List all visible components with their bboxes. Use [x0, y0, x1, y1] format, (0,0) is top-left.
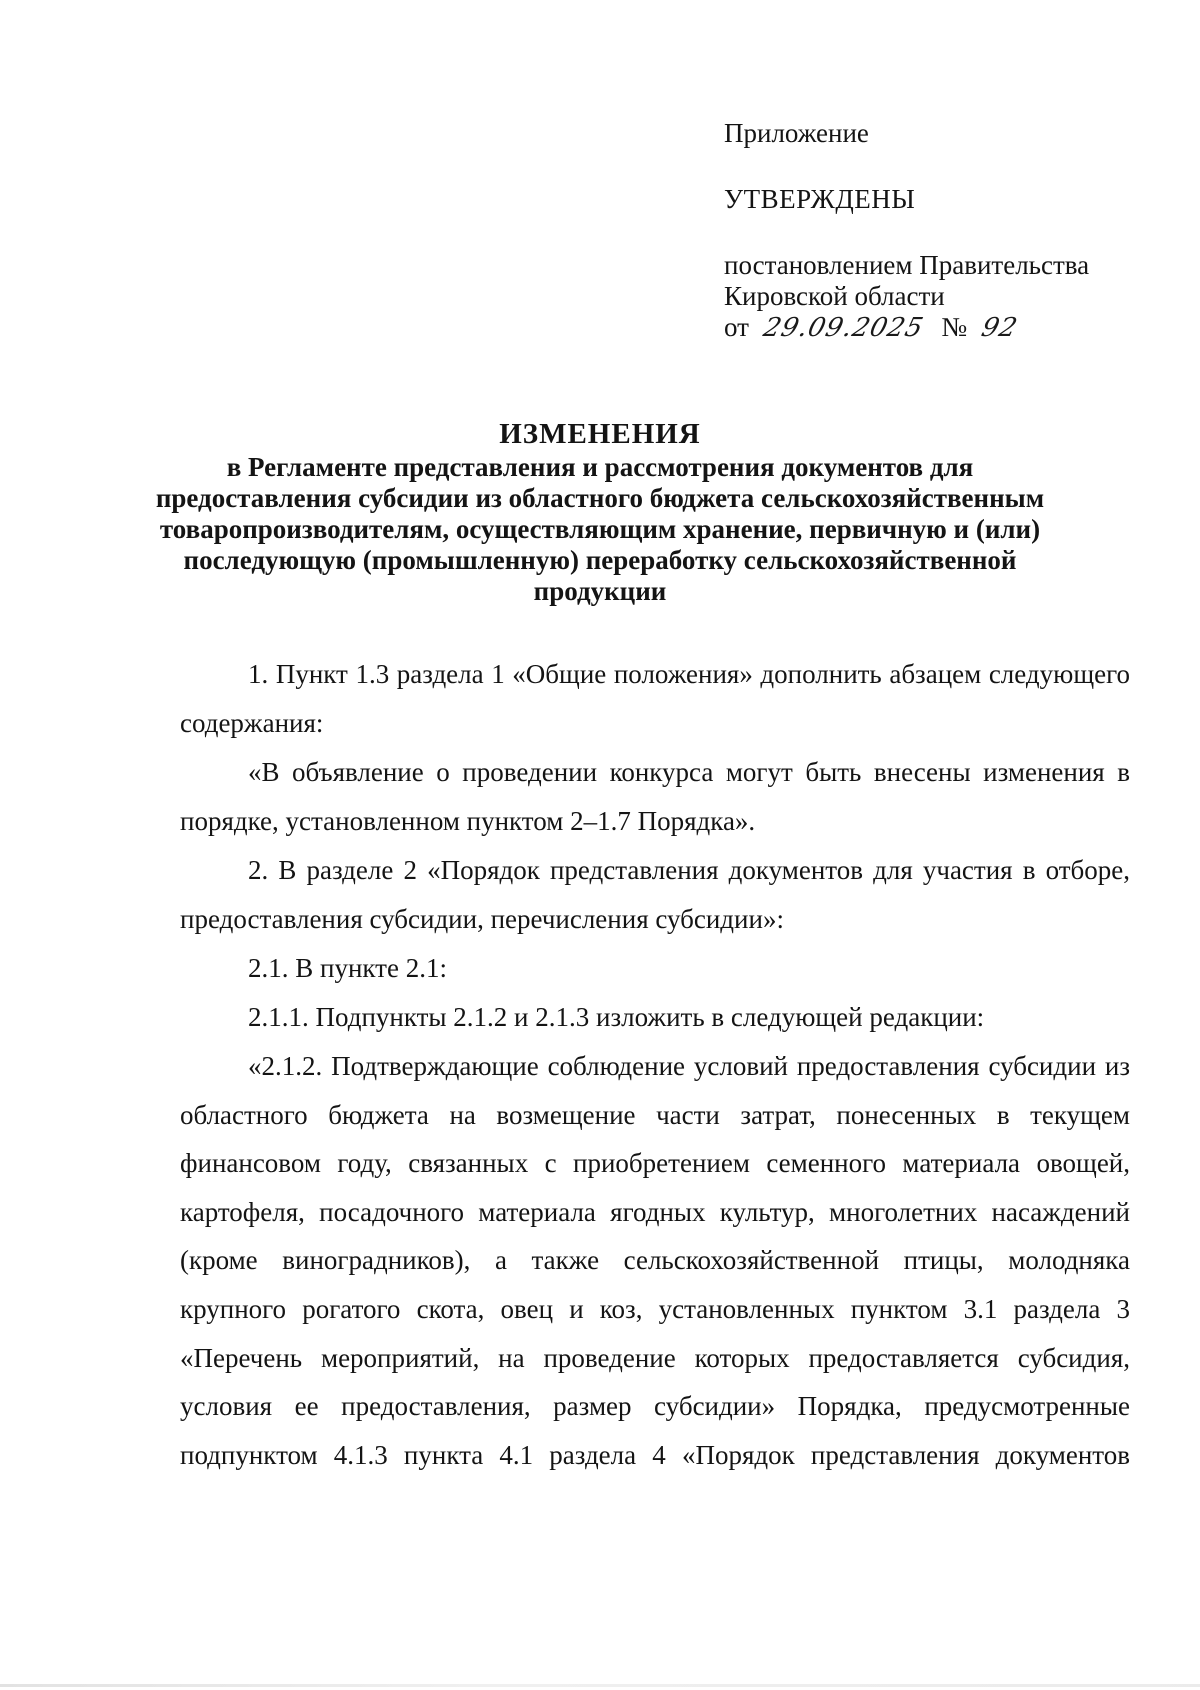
title-line-4: последующую (промышленную) переработку сельскохозяйственной [183, 545, 1017, 575]
paragraph-2: «В объявление о проведении конкурса могут быть внесены изменения в порядке, установленном пунктом 2–1.7 Порядка». [180, 757, 1130, 836]
title-line-1: в Регламенте представления и рассмотрения документов для [226, 452, 974, 482]
title-line-2: предоставления субсидии из областного бюджета сельскохозяйственным [155, 483, 1045, 513]
title-line-3: товаропроизводителям, осуществляющим хранение, первичную и (или) [159, 514, 1041, 544]
document-heading: ИЗМЕНЕНИЯ [499, 418, 701, 450]
handwritten-number: 92 [978, 313, 1021, 343]
paragraph-5: 2.1.1. Подпункты 2.1.2 и 2.1.3 изложить в следующей редакции: [248, 1002, 985, 1032]
paragraph-1: 1. Пункт 1.3 раздела 1 «Общие положения» дополнить абзацем следующего содержания: [180, 659, 1130, 738]
decree-line-1: постановлением Правительства [724, 250, 1090, 280]
document-title-block [150, 419, 1050, 607]
scan-edge-artifact [0, 1684, 1200, 1687]
decree-date-line [724, 312, 1164, 344]
paragraph-4: 2.1. В пункте 2.1: [248, 953, 447, 983]
paragraph-3: 2. В разделе 2 «Порядок представления документов для участия в отборе, предоставления субсидии, перечисления субсидии»: [180, 855, 1130, 934]
paragraph-6: «2.1.2. Подтверждающие соблюдение условий предоставления субсидии из областного бюджета на возмещение части затрат, понесенных в текущем финансовом году, связанных с приобретением семенного материала овощей, картофеля, посадочного материала ягодных культур, многолетних насаждений (кроме виноградников), а также сельскохозяйственной птицы, молодняка крупного рогатого скота, овец и коз, установленных пунктом 3.1 раздела 3 «Перечень мероприятий, на проведение которых предоставляется субсидия, условия ее предоставления, размер субсидии» Порядка, предусмотренные подпунктом 4.1.3 пункта 4.1 раздела 4 «Порядок представления документов [180, 1051, 1130, 1470]
handwritten-date: 29.09.2025 [760, 313, 927, 343]
title-line-5: продукции [533, 576, 667, 606]
number-sign: № [941, 312, 968, 342]
approved-label: УТВЕРЖДЕНЫ [724, 184, 916, 214]
decree-line-2: Кировской области [724, 281, 945, 311]
appendix-label: Приложение [724, 118, 869, 148]
date-prefix: от [724, 312, 749, 342]
document-body [180, 650, 1130, 1479]
approval-block [724, 118, 1164, 344]
